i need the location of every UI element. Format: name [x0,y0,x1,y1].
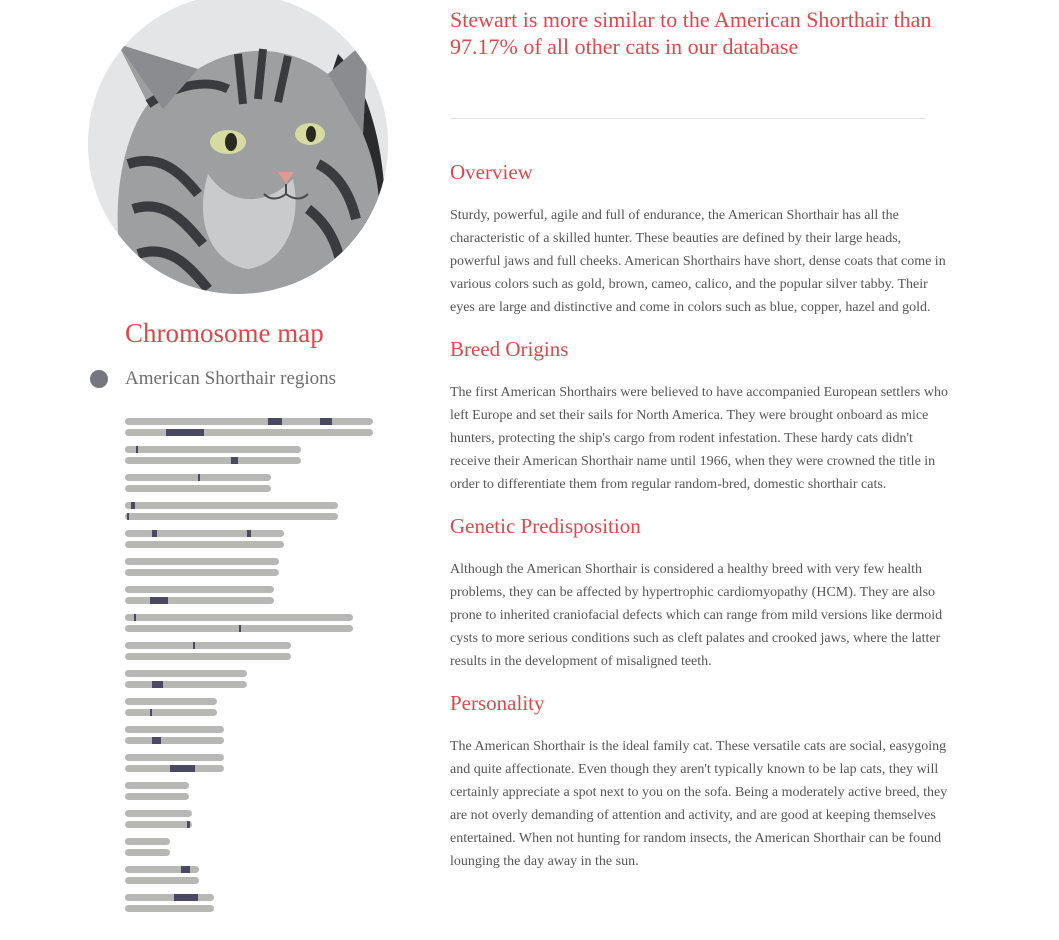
shorthair-region [193,642,195,649]
chromosome-strand [125,810,192,817]
section-title: Overview [450,160,533,184]
shorthair-region [131,502,134,509]
shorthair-region [152,737,161,744]
shorthair-region [174,894,198,901]
shorthair-region [198,474,200,481]
shorthair-region [166,429,204,436]
shorthair-region [187,821,190,828]
chromosome-strand [125,670,247,677]
section-breed-origins [450,335,950,496]
chromosome-strand [125,586,274,593]
chromosome-strand [125,849,170,856]
breed-info [450,158,950,889]
chromosome-strand [125,905,214,912]
chromosome-strand [125,782,189,789]
section-title: Breed Origins [450,337,569,361]
shorthair-region [150,597,168,604]
divider [450,118,926,119]
section-body: Although the American Shorthair is considered a healthy breed with very few health problems, they can be affected by hypertrophic cardiomyopathy (HCM). They are also prone to inherited craniofacial defects which can range from mild versions like dermoid cysts to more serious conditions such as cleft palates and crooked jaws, where the latter results in the development of misaligned teeth. [450,562,943,669]
chromosome-strand [125,558,279,565]
american-shorthair-portrait [88,0,388,294]
chromosome-strand [125,894,214,901]
chromosome-strand [125,457,301,464]
chromosome-strand [125,698,217,705]
section-body: Sturdy, powerful, agile and full of endurance, the American Shorthair has all the characteristic of a skilled hunter. These beauties are defined by their large heads, powerful jaws and full cheeks. American Shorthairs have short, dense coats that come in various colors such as gold, brown, cameo, calico, and the popular silver tabby. Their eyes are large and distinctive and come in colors such as blue, copper, hazel and gold. [450,208,946,315]
section-title: Personality [450,691,545,715]
chromosome-strand [125,513,338,520]
shorthair-region [268,418,283,425]
shorthair-region [320,418,332,425]
section-body: The American Shorthair is the ideal family cat. These versatile cats are social, easygoing and quite affectionate. Even though they aren't typically known to be lap cats, they will certainly appreciate a spot next to you on the sofa. Being a moderately active breed, they are not overly demanding of attention and activity, and are good at keeping themselves entertained. When not hunting for random insects, the American Shorthair can be found lounging the day away in the sun. [450,739,948,869]
chromosome-strand [125,502,338,509]
section-body: The first American Shorthairs were believed to have accompanied European settlers who left Europe and set their sails for North America. They were brought onboard as mice hunters, protecting the ship's cargo from rodent infestation. These hardy cats didn't receive their American Shorthair name until 1966, when they were crowned the title in order to differentiate them from regular random-bred, domestic shorthair cats. [450,385,948,492]
chromosome-strand [125,726,224,733]
shorthair-region [136,446,139,453]
shorthair-region [152,530,157,537]
chromosome-strand [125,866,199,873]
chromosome-strand [125,569,279,576]
shorthair-region [134,614,136,621]
chromosome-strand [125,446,301,453]
chromosome-strand [125,737,224,744]
chromosome-strand [125,597,274,604]
chromosome-strand [125,838,170,845]
chromosome-strand [125,625,353,632]
chromosome-strand [125,418,373,425]
chromosome-strand [125,614,353,621]
shorthair-region [127,513,129,520]
shorthair-region [181,866,190,873]
section-overview [450,158,950,319]
chromosome-strand [125,877,199,884]
similarity-headline: Stewart is more similar to the American Shorthair than 97.17% of all other cats in our database [450,7,932,59]
section-title: Genetic Predisposition [450,514,641,538]
shorthair-region [239,625,241,632]
section-personality [450,689,950,873]
legend-dot-icon [90,370,108,388]
shorthair-region [152,681,163,688]
chromosome-strand [125,474,271,481]
chromosome-strand [125,541,284,548]
map-legend [90,368,336,390]
cat-photo [88,0,388,294]
chromosome-strand [125,642,291,649]
chromosome-map [125,418,385,918]
chromosome-strand [125,765,224,772]
chromosome-strand [125,821,192,828]
chromosome-map-title: Chromosome map [125,318,324,348]
legend-label: American Shorthair regions [125,368,337,389]
chromosome-strand [125,530,284,537]
chromosome-strand [125,653,291,660]
chromosome-strand [125,709,217,716]
shorthair-region [247,530,250,537]
shorthair-region [231,457,238,464]
shorthair-region [170,765,196,772]
chromosome-strand [125,793,189,800]
chromosome-strand [125,754,224,761]
chromosome-strand [125,681,247,688]
section-genetic-predisposition [450,512,950,673]
chromosome-strand [125,485,271,492]
shorthair-region [150,709,152,716]
chromosome-strand [125,429,373,436]
